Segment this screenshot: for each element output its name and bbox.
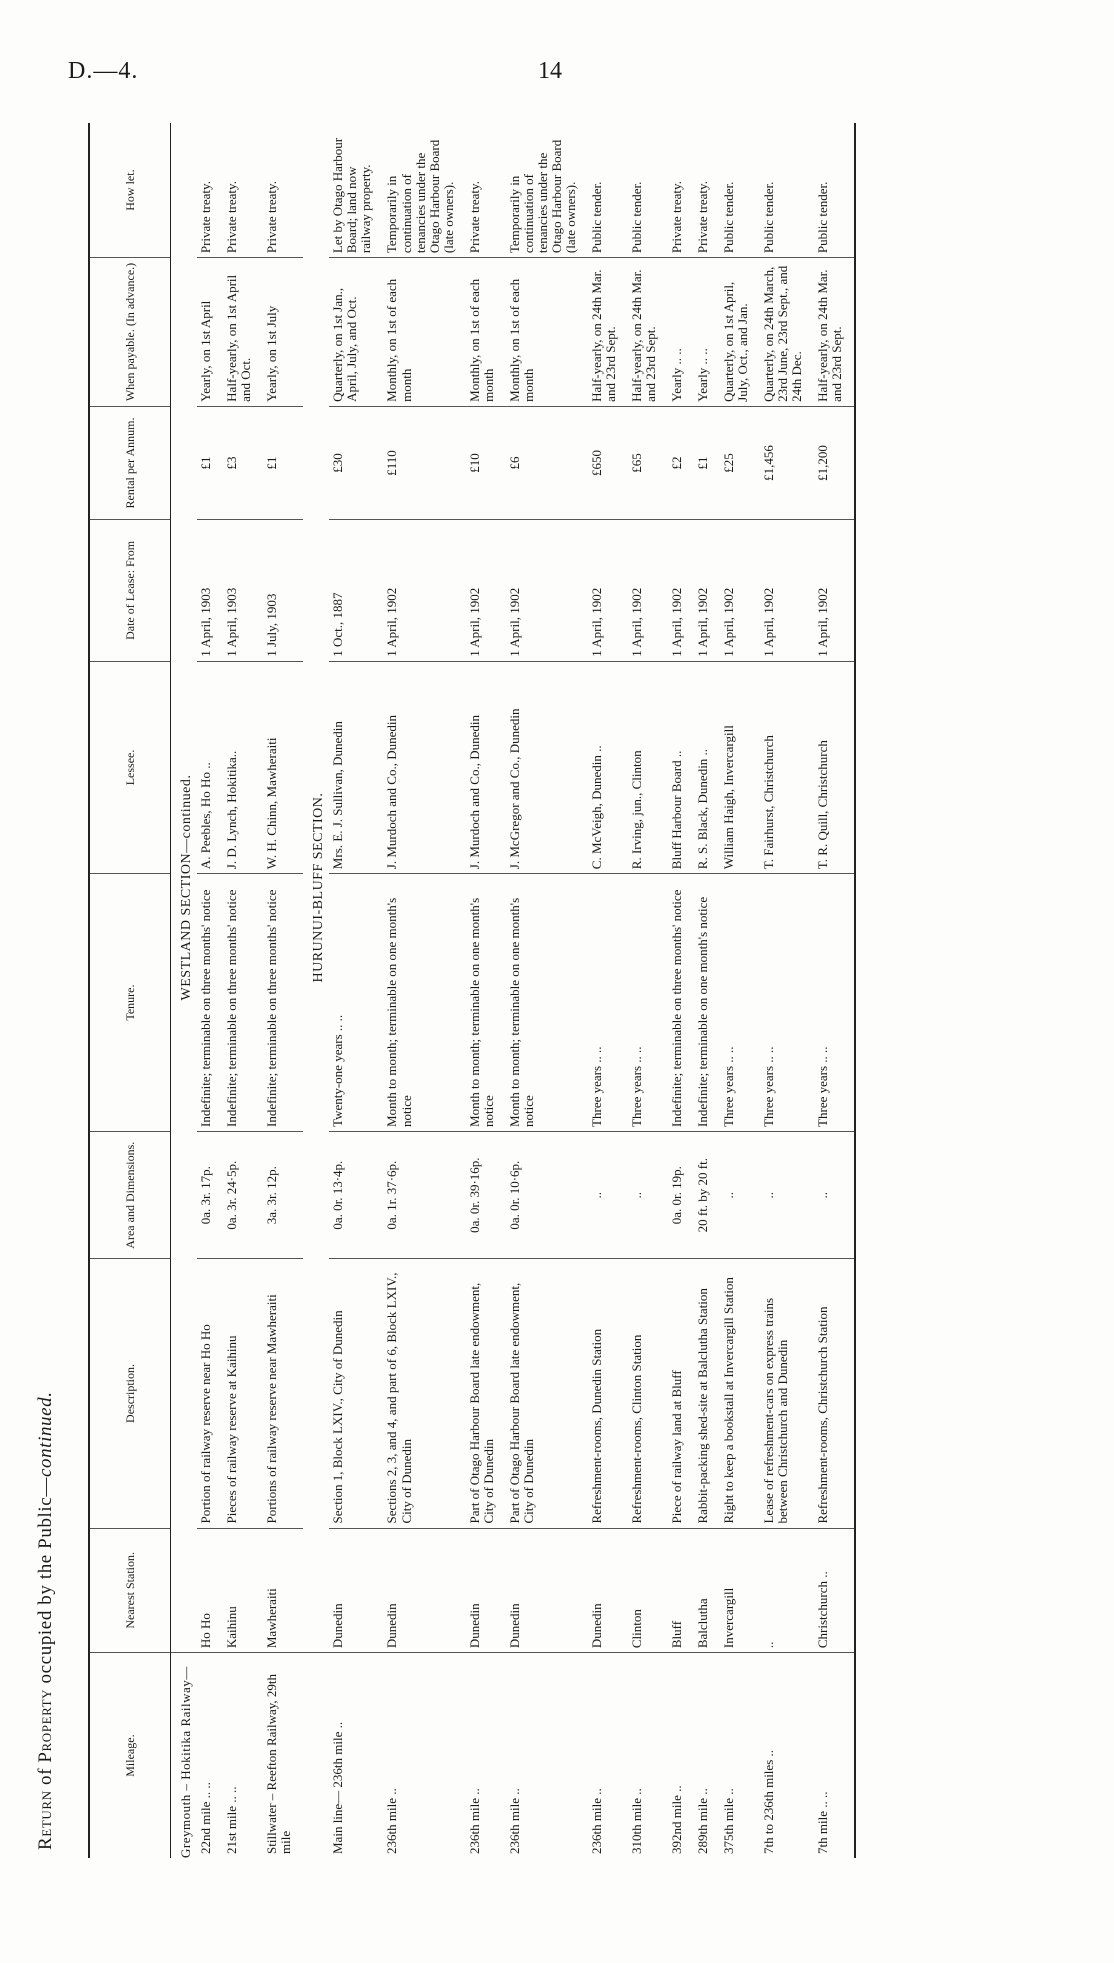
- tenure-cell: Indefinite; terminable on three months' notice: [668, 874, 694, 1132]
- how-let-cell: Let by Otago Harbour Board; land now railway property.: [330, 137, 374, 254]
- section-pre-label: Greymouth – Hokitika Railway—: [171, 1653, 198, 1858]
- tenure-cell: Twenty-one years .. ..: [329, 874, 383, 1132]
- rental-cell: £25: [720, 406, 760, 519]
- payable-cell: Half-yearly, on 24th Mar. and 23rd Sept.: [628, 258, 668, 407]
- payable-cell: Quarterly, on 1st April, July, Oct., and Jan.: [720, 258, 760, 407]
- title-of: of: [35, 1768, 56, 1786]
- lessee-cell: A. Peebles, Ho Ho ..: [197, 661, 223, 873]
- rental-cell: £1,456: [760, 406, 814, 519]
- description-cell: Rabbit-packing shed-site at Balclutha Station: [694, 1259, 720, 1528]
- how-let-cell: Private treaty.: [668, 181, 684, 254]
- table-row: [329, 123, 383, 1858]
- page-title: [35, 1391, 57, 1850]
- payable-cell: Yearly .. ..: [694, 258, 720, 407]
- area-cell: ..: [814, 1131, 855, 1258]
- mileage-cell: 21st mile .. ..: [223, 1653, 263, 1858]
- rental-cell: £65: [628, 406, 668, 519]
- header-row: [89, 123, 171, 1858]
- title-suffix: continued.: [35, 1391, 56, 1478]
- table-row: [814, 123, 855, 1858]
- station-cell: Dunedin: [466, 1528, 506, 1653]
- payable-cell: Half-yearly, on 24th Mar. and 23rd Sept.: [814, 258, 855, 407]
- table-row: [628, 123, 668, 1858]
- table-row: [506, 123, 588, 1858]
- table-row: [588, 123, 628, 1858]
- description-cell: Refreshment-rooms, Clinton Station: [628, 1259, 668, 1528]
- table-row: [694, 123, 720, 1858]
- payable-cell: Yearly .. ..: [668, 258, 694, 407]
- station-cell: Dunedin: [506, 1528, 588, 1653]
- tenure-cell: Three years .. ..: [814, 874, 855, 1132]
- rental-cell: £6: [506, 406, 588, 519]
- tenure-cell: Three years .. ..: [720, 874, 760, 1132]
- description-cell: Piece of railway land at Bluff: [668, 1259, 694, 1528]
- page-number: 14: [538, 58, 562, 84]
- lease-date-cell: 1 April, 1902: [694, 520, 720, 662]
- mileage-cell: 236th mile ..: [466, 1653, 506, 1858]
- lessee-cell: R. S. Black, Dunedin ..: [694, 661, 720, 873]
- how-let-cell: Temporarily in continuation of tenancies under the Otago Harbour Board (late owners).: [384, 139, 456, 254]
- lease-date-cell: 1 April, 1902: [668, 520, 694, 662]
- col-header-station: Nearest Station.: [89, 1528, 171, 1653]
- station-cell: Balclutha: [694, 1528, 720, 1653]
- col-header-description: Description.: [89, 1259, 171, 1528]
- rental-cell: £3: [223, 406, 263, 519]
- col-header-tenure: Tenure.: [89, 874, 171, 1132]
- area-cell: 20 ft. by 20 ft.: [694, 1131, 720, 1258]
- station-cell: ..: [760, 1528, 814, 1653]
- lease-date-cell: 1 April, 1902: [588, 520, 628, 662]
- lessee-cell: T. R. Quill, Christchurch: [814, 661, 855, 873]
- rental-cell: £1,200: [814, 406, 855, 519]
- mileage-cell: 236th mile ..: [506, 1653, 588, 1858]
- mileage-cell: 236th mile ..: [588, 1653, 628, 1858]
- rental-cell: £10: [466, 406, 506, 519]
- document-reference: D.—4.: [68, 58, 139, 84]
- table-body: [171, 123, 856, 1858]
- lessee-cell: J. Murdoch and Co., Dunedin: [466, 661, 506, 873]
- lessee-cell: W. H. Chinn, Mawheraiti: [263, 661, 303, 873]
- col-header-how-let: How let.: [89, 123, 171, 258]
- station-cell: Ho Ho: [197, 1528, 223, 1653]
- description-cell: Portions of railway reserve near Mawheraiti: [263, 1259, 303, 1528]
- how-let-cell: Temporarily in continuation of tenancies under the Otago Harbour Board (late owners).: [506, 139, 578, 254]
- tenure-cell: Month to month; terminable on one month's notice: [383, 874, 465, 1132]
- section-heading-row: [171, 123, 198, 1858]
- col-header-rental: Rental per Annum.: [89, 406, 171, 519]
- col-header-date: Date of Lease: From: [89, 520, 171, 662]
- mileage-cell: Stillwater – Reefton Railway, 29th mile: [263, 1653, 303, 1858]
- rotated-table-container: [88, 123, 1058, 1858]
- payable-cell: Monthly, on 1st of each month: [466, 258, 506, 407]
- lease-date-cell: 1 April, 1902: [760, 520, 814, 662]
- col-header-mileage: Mileage.: [89, 1653, 171, 1858]
- lessee-cell: William Haigh, Invercargill: [720, 661, 760, 873]
- mileage-cell: 7th mile .. ..: [814, 1653, 855, 1858]
- station-cell: Clinton: [628, 1528, 668, 1653]
- payable-cell: Quarterly, on 1st Jan., April, July, and Oct.: [329, 258, 383, 407]
- table-header: [89, 123, 171, 1858]
- section-title: WESTLAND SECTION—continued.: [179, 774, 194, 1001]
- how-let-cell: Private treaty.: [695, 181, 710, 254]
- area-cell: ..: [628, 1131, 668, 1258]
- lessee-cell: R. Irving, jun., Clinton: [628, 661, 668, 873]
- area-cell: 0a. 0r. 13·4p.: [329, 1131, 383, 1258]
- lease-date-cell: 1 April, 1903: [197, 520, 223, 662]
- table-row: [668, 123, 694, 1858]
- lease-date-cell: 1 April, 1903: [223, 520, 263, 662]
- rental-cell: £1: [694, 406, 720, 519]
- description-cell: Refreshment-rooms, Dunedin Station: [588, 1259, 628, 1528]
- section-title: HURUNUI-BLUFF SECTION.: [311, 792, 327, 983]
- mileage-cell: Main line— 236th mile ..: [329, 1653, 383, 1858]
- description-cell: Refreshment-rooms, Christchurch Station: [814, 1259, 855, 1528]
- how-let-cell: Public tender.: [814, 123, 855, 258]
- lease-date-cell: 1 Oct., 1887: [329, 520, 383, 662]
- description-cell: Pieces of railway reserve at Kaihinu: [223, 1259, 263, 1528]
- lessee-cell: J. McGregor and Co., Dunedin: [506, 661, 588, 873]
- lessee-cell: C. McVeigh, Dunedin ..: [588, 661, 628, 873]
- area-cell: 0a. 0r. 19p.: [668, 1131, 694, 1258]
- area-cell: 0a. 0r. 39·16p.: [466, 1131, 506, 1258]
- how-let-cell: Public tender.: [761, 181, 777, 254]
- payable-cell: Yearly, on 1st April: [197, 258, 223, 407]
- station-cell: Bluff: [668, 1528, 694, 1653]
- property-return-table: [88, 123, 856, 1858]
- lessee-cell: Bluff Harbour Board ..: [668, 661, 694, 873]
- tenure-cell: Month to month; terminable on one month's notice: [466, 874, 506, 1132]
- tenure-cell: Indefinite; terminable on one month's notice: [694, 874, 720, 1132]
- tenure-cell: Month to month; terminable on one month's notice: [506, 874, 588, 1132]
- area-cell: ..: [720, 1131, 760, 1258]
- mileage-cell: 236th mile ..: [383, 1653, 465, 1858]
- tenure-cell: Three years .. ..: [588, 874, 628, 1132]
- tenure-cell: Three years .. ..: [628, 874, 668, 1132]
- section-pre-label: [303, 1653, 329, 1858]
- lease-date-cell: 1 April, 1902: [466, 520, 506, 662]
- area-cell: 3a. 3r. 12p.: [263, 1131, 303, 1258]
- lease-date-cell: 1 July, 1903: [263, 520, 303, 662]
- rental-cell: £1: [197, 406, 223, 519]
- lessee-cell: T. Fairhurst, Christchurch: [760, 661, 814, 873]
- mileage-cell: 7th to 236th miles ..: [760, 1653, 814, 1858]
- payable-cell: Yearly, on 1st July: [263, 258, 303, 407]
- how-let-cell: Private treaty.: [198, 181, 214, 254]
- area-cell: ..: [760, 1131, 814, 1258]
- how-let-cell: Public tender.: [628, 181, 644, 254]
- table-row: [223, 123, 263, 1858]
- rental-cell: £30: [329, 406, 383, 519]
- mileage-cell: 392nd mile ..: [668, 1653, 694, 1858]
- section-heading-row: [303, 123, 329, 1858]
- mileage-cell: 375th mile ..: [720, 1653, 760, 1858]
- mileage-cell: 310th mile ..: [628, 1653, 668, 1858]
- tenure-cell: Indefinite; terminable on three months' notice: [197, 874, 223, 1132]
- mileage-cell: 289th mile ..: [694, 1653, 720, 1858]
- table-row: [760, 123, 814, 1858]
- area-cell: 0a. 1r. 37·6p.: [383, 1131, 465, 1258]
- lease-date-cell: 1 April, 1902: [383, 520, 465, 662]
- how-let-cell: Public tender.: [721, 181, 737, 254]
- area-cell: 0a. 3r. 24·5p.: [223, 1131, 263, 1258]
- description-cell: Right to keep a bookstall at Invercargill Station: [720, 1259, 760, 1528]
- col-header-payable: When payable. (In advance.): [89, 258, 171, 407]
- table-row: [383, 123, 465, 1858]
- station-cell: Mawheraiti: [263, 1528, 303, 1653]
- mileage-cell: 22nd mile .. ..: [197, 1653, 223, 1858]
- how-let-cell: Public tender.: [588, 181, 604, 254]
- station-cell: Invercargill: [720, 1528, 760, 1653]
- lease-date-cell: 1 April, 1902: [628, 520, 668, 662]
- table-row: [720, 123, 760, 1858]
- area-cell: 0a. 3r. 17p.: [197, 1131, 223, 1258]
- station-cell: Dunedin: [588, 1528, 628, 1653]
- lessee-cell: J. Murdoch and Co., Dunedin: [383, 661, 465, 873]
- payable-cell: Monthly, on 1st of each month: [506, 258, 588, 407]
- description-cell: Lease of refreshment-cars on express trains between Christchurch and Dunedin: [760, 1259, 814, 1528]
- lease-date-cell: 1 April, 1902: [506, 520, 588, 662]
- lessee-cell: Mrs. E. J. Sullivan, Dunedin: [329, 661, 383, 873]
- title-caps: Property: [35, 1688, 56, 1763]
- how-let-cell: Private treaty.: [224, 181, 240, 254]
- title-middle: occupied by the Public—: [35, 1477, 56, 1684]
- rental-cell: £2: [668, 406, 694, 519]
- table-row: [197, 123, 223, 1858]
- description-cell: Sections 2, 3, and 4, and part of 6, Block LXIV., City of Dunedin: [383, 1259, 465, 1528]
- lease-date-cell: 1 April, 1902: [720, 520, 760, 662]
- payable-cell: Half-yearly, on 24th Mar. and 23rd Sept.: [588, 258, 628, 407]
- station-cell: Kaihinu: [223, 1528, 263, 1653]
- description-cell: Part of Otago Harbour Board late endowment, City of Dunedin: [466, 1259, 506, 1528]
- table-row: [263, 123, 303, 1858]
- rental-cell: £650: [588, 406, 628, 519]
- area-cell: ..: [588, 1131, 628, 1258]
- station-cell: Christchurch ..: [814, 1528, 855, 1653]
- how-let-cell: Private treaty.: [264, 181, 280, 254]
- rental-cell: £110: [383, 406, 465, 519]
- payable-cell: Half-yearly, on 1st April and Oct.: [223, 258, 263, 407]
- col-header-area: Area and Dimensions.: [89, 1131, 171, 1258]
- title-prefix: Return: [35, 1790, 56, 1850]
- tenure-cell: Indefinite; terminable on three months' notice: [263, 874, 303, 1132]
- lessee-cell: J. D. Lynch, Hokitika..: [223, 661, 263, 873]
- lease-date-cell: 1 April, 1902: [814, 520, 855, 662]
- tenure-cell: Indefinite; terminable on three months' notice: [223, 874, 263, 1132]
- how-let-cell: Private treaty.: [466, 181, 482, 254]
- rental-cell: £1: [263, 406, 303, 519]
- col-header-lessee: Lessee.: [89, 661, 171, 873]
- description-cell: Section 1, Block LXIV., City of Dunedin: [329, 1259, 383, 1528]
- payable-cell: Monthly, on 1st of each month: [383, 258, 465, 407]
- station-cell: Dunedin: [383, 1528, 465, 1653]
- payable-cell: Quarterly, on 24th March, 23rd June, 23rd Sept., and 24th Dec.: [760, 258, 814, 407]
- description-cell: Part of Otago Harbour Board late endowment, City of Dunedin: [506, 1259, 588, 1528]
- station-cell: Dunedin: [329, 1528, 383, 1653]
- description-cell: Portion of railway reserve near Ho Ho: [197, 1259, 223, 1528]
- tenure-cell: Three years .. ..: [760, 874, 814, 1132]
- area-cell: 0a. 0r. 10·6p.: [506, 1131, 588, 1258]
- table-row: [466, 123, 506, 1858]
